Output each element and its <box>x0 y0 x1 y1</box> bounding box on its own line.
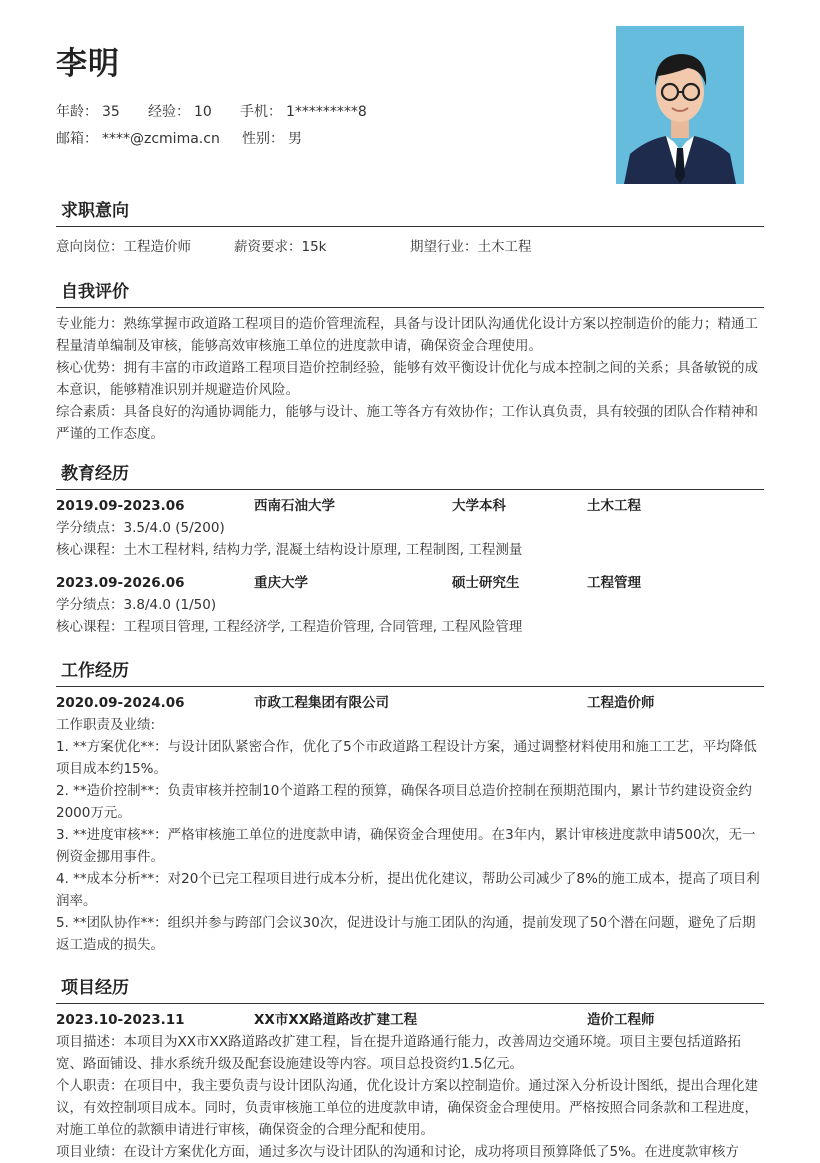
section-title-intent: 求职意向 <box>56 196 764 227</box>
self-eval-strength: 核心优势：拥有丰富的市政道路工程项目造价控制经验，能够有效平衡设计优化与成本控制之间的关系；具备敏锐的成本意识，能够精准识别并规避造价风险。 <box>56 360 758 398</box>
education-section <box>56 459 764 638</box>
work-intro: 工作职责及业绩: <box>56 717 156 733</box>
basic-info-row-1 <box>56 101 367 121</box>
work-item: 1. **方案优化**：与设计团队紧密合作，优化了5个市政道路工程设计方案，通过调整材料使用和施工工艺，平均降低项目成本约15%。 <box>56 739 757 777</box>
intent-salary: 薪资要求：15k <box>234 239 327 255</box>
email-value: ****@zcmima.cn <box>102 131 220 147</box>
age-label: 年龄： <box>56 104 98 120</box>
candidate-name: 李明 <box>56 46 120 82</box>
project-section <box>56 973 764 1163</box>
section-title-project: 项目经历 <box>56 973 764 1004</box>
work-item: 5. **团队协作**：组织并参与跨部门会议30次，促进设计与施工团队的沟通，提前发现了50个潜在问题，避免了后期返工造成的损失。 <box>56 915 756 953</box>
self-eval-quality: 综合素质：具备良好的沟通协调能力，能够与设计、施工等各方有效协作；工作认真负责，具有较强的团队合作精神和严谨的工作态度。 <box>56 404 758 442</box>
section-title-self: 自我评价 <box>56 277 764 308</box>
experience-label: 经验： <box>148 104 190 120</box>
intent-industry: 期望行业：土木工程 <box>410 239 532 255</box>
edu-1-school: 西南石油大学 <box>254 498 335 514</box>
age-value: 35 <box>102 104 120 120</box>
project-name: XX市XX路道路改扩建工程 <box>254 1012 418 1028</box>
edu-1-degree: 大学本科 <box>452 498 506 514</box>
phone-value: 1*********8 <box>286 104 367 120</box>
project-result: 项目业绩：在设计方案优化方面，通过多次与设计团队的沟通和讨论，成功将项目预算降低了5%。在进度款审核方 <box>56 1144 739 1160</box>
email-label: 邮箱： <box>56 131 98 147</box>
self-evaluation-section <box>56 277 764 445</box>
edu-2-major: 工程管理 <box>587 575 641 591</box>
work-header-row <box>56 692 764 714</box>
self-eval-professional: 专业能力：熟练掌握市政道路工程项目的造价管理流程，具备与设计团队沟通优化设计方案以控制造价的能力；精通工程量清单编制及审核，能够高效审核施工单位的进度款申请，确保资金合理使用。 <box>56 316 758 354</box>
basic-info-row-2 <box>56 128 302 148</box>
edu-2-gpa: 学分绩点：3.8/4.0 (1/50) <box>56 597 217 613</box>
project-header-row <box>56 1009 764 1031</box>
work-section <box>56 656 764 956</box>
edu-2-school: 重庆大学 <box>254 575 308 591</box>
profile-photo <box>616 26 744 184</box>
intent-row <box>56 236 764 258</box>
edu-1-gpa: 学分绩点：3.5/4.0 (5/200) <box>56 520 225 536</box>
education-item-2 <box>56 572 764 594</box>
gender-label: 性别： <box>242 131 284 147</box>
edu-1-period: 2019.09-2023.06 <box>56 498 185 514</box>
project-duty: 个人职责：在项目中，我主要负责与设计团队沟通，优化设计方案以控制造价。通过深入分析设计图纸，提出合理化建议，有效控制项目成本。同时，负责审核施工单位的进度款申请，确保资金合理使用。严格按照合同条款和工程进度，对施工单位的款额申请进行审核，确保资金的合理分配和使用。 <box>56 1078 758 1138</box>
edu-1-major: 土木工程 <box>587 498 641 514</box>
work-period: 2020.09-2024.06 <box>56 695 185 711</box>
project-role: 造价工程师 <box>587 1012 655 1028</box>
edu-2-courses: 核心课程：工程项目管理, 工程经济学, 工程造价管理, 合同管理, 工程风险管理 <box>56 619 523 635</box>
work-item: 4. **成本分析**：对20个已完工程项目进行成本分析，提出优化建议，帮助公司减少了8%的施工成本，提高了项目利润率。 <box>56 871 760 909</box>
work-item: 2. **造价控制**：负责审核并控制10个道路工程的预算，确保各项目总造价控制在预期范围内，累计节约建设资金约2000万元。 <box>56 783 752 821</box>
intent-position: 意向岗位：工程造价师 <box>56 239 191 255</box>
edu-2-degree: 硕士研究生 <box>452 575 520 591</box>
work-role: 工程造价师 <box>587 695 655 711</box>
experience-value: 10 <box>194 104 212 120</box>
project-period: 2023.10-2023.11 <box>56 1012 185 1028</box>
phone-label: 手机： <box>240 104 282 120</box>
portrait-image <box>616 26 744 184</box>
section-title-education: 教育经历 <box>56 459 764 490</box>
work-company: 市政工程集团有限公司 <box>254 695 389 711</box>
education-item-1 <box>56 495 764 517</box>
edu-2-period: 2023.09-2026.06 <box>56 575 185 591</box>
work-item: 3. **进度审核**：严格审核施工单位的进度款申请，确保资金合理使用。在3年内，累计审核进度款申请500次，无一例资金挪用事件。 <box>56 827 756 865</box>
gender-value: 男 <box>288 131 302 147</box>
job-intent-section <box>56 196 764 258</box>
section-title-work: 工作经历 <box>56 656 764 687</box>
project-description: 项目描述：本项目为XX市XX路道路改扩建工程，旨在提升道路通行能力，改善周边交通环境。项目主要包括道路拓宽、路面铺设、排水系统升级及配套设施建设等内容。项目总投资约1.5亿元。 <box>56 1034 741 1072</box>
edu-1-courses: 核心课程：土木工程材料, 结构力学, 混凝土结构设计原理, 工程制图, 工程测量 <box>56 542 523 558</box>
